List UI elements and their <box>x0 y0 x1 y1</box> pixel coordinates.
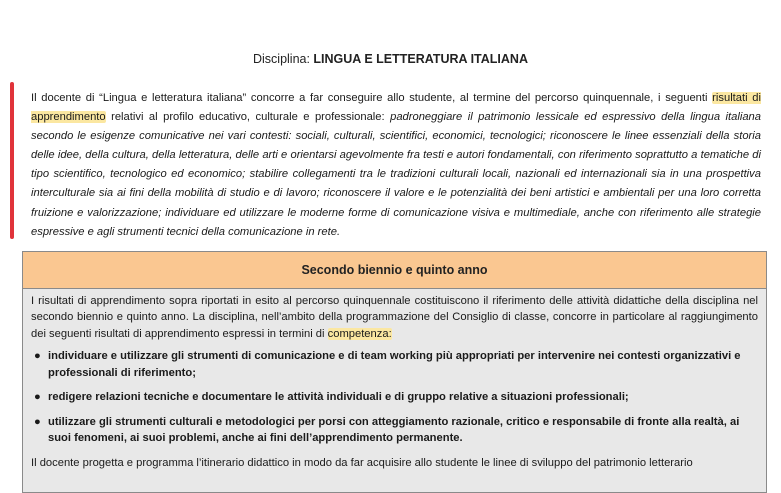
discipline-label: Disciplina: <box>252 52 314 66</box>
competency-list <box>31 348 758 447</box>
competency-text: utilizzare gli strumenti culturali e metodologici per porsi con atteggiamento razionale, critico e responsabile di fronte alla realtà, ai suoi fenomeni, ai suoi problemi, anche ai fini dell’apprendimento permanente. <box>48 415 740 445</box>
section-body <box>23 289 766 471</box>
competency-item <box>31 389 758 406</box>
highlight-competence: competenza: <box>327 327 392 340</box>
bullet-icon: ● <box>34 350 41 363</box>
highlight-learning-outcomes: risultati di apprendimento <box>31 92 761 124</box>
section-intro-text: I risultati di apprendimento sopra riportati in esito al percorso quinquennale costituiscono il riferimento delle attività didattiche della disciplina nel secondo biennio e quinto anno. La disciplina, nell’ambito della programmazione del Consiglio di classe, concorre in particolare al raggiungimento dei seguenti risultati di apprendimento espressi in termini di <box>31 295 758 340</box>
intro-lead-text: Il docente di “Lingua e letteratura italiana” concorre a far conseguire allo studente, al termine del percorso quinquennale, i seguenti <box>31 92 713 104</box>
section-title: Secondo biennio e quinto anno <box>23 252 766 289</box>
bullet-icon: ● <box>34 391 41 404</box>
page-title <box>0 52 781 66</box>
intro-middle-text: relativi al profilo educativo, culturale e professionale: <box>105 111 391 124</box>
section-box <box>22 251 767 493</box>
section-intro-paragraph <box>31 293 758 342</box>
competency-text: individuare e utilizzare gli strumenti di comunicazione e di team working più appropriati per intervenire nei contesti organizzativi e professionali di riferimento; <box>48 350 741 379</box>
discipline-name: LINGUA E LETTERATURA ITALIANA <box>313 52 528 66</box>
bullet-icon: ● <box>34 415 41 428</box>
closing-paragraph: Il docente progetta e programma l’itinerario didattico in modo da far acquisire allo studente le linee di sviluppo del patrimonio letterario <box>31 456 693 469</box>
intro-objectives-text: padroneggiare il patrimonio lessicale ed espressivo della lingua italiana secondo le esigenze comunicative nei vari contesti: sociali, culturali, scientifici, economici, tecnologici; riconoscere le linee essenziali della storia delle idee, della cultura, della letteratura, delle arti e orientarsi agevolmente fra testi e autori fondamentali, con riferimento soprattutto a tematiche di tipo scientifico, tecnologico ed economico; stabilire collegamenti tra le tradizioni culturali locali, nazionali ed internazionali sia in una prospettiva interculturale sia ai fini della mobilità di studio e di lavoro; riconoscere il valore e le potenzialità dei beni artistici e ambientali per una loro corretta fruizione e valorizzazione; individuare ed utilizzare le moderne forme di comunicazione visiva e multimediale, anche con riferimento alle strategie espressive e agli strumenti tecnici della comunicazione in rete. <box>31 111 761 238</box>
competency-item <box>31 414 758 447</box>
intro-paragraph <box>31 89 761 242</box>
competency-text: redigere relazioni tecniche e documentare le attività individuali e di gruppo relative a situazioni professionali; <box>48 391 629 404</box>
competency-item <box>31 348 758 381</box>
margin-marker <box>10 82 14 239</box>
